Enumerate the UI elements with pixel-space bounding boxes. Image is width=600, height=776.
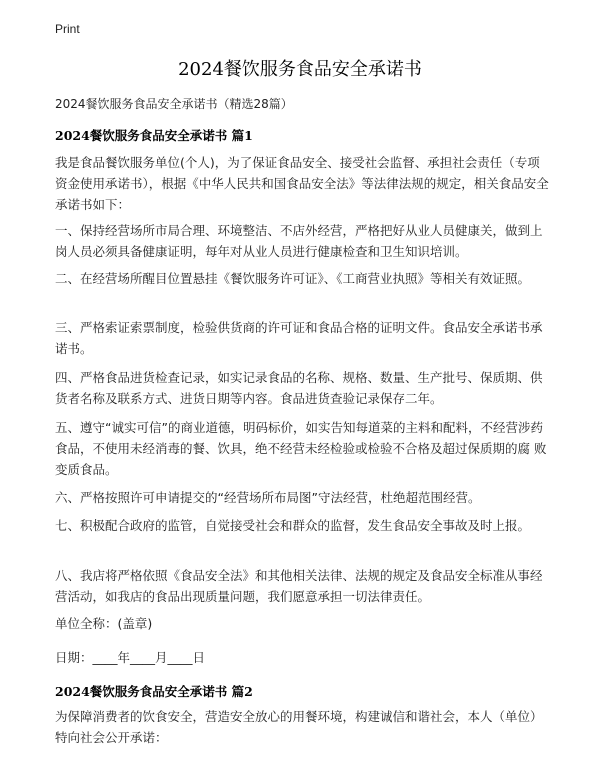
paragraph-section2-intro: 为保障消费者的饮食安全，营造安全放心的用餐环境，构建诚信和谐社会，本人（单位）特向社会公开承诺：: [55, 709, 543, 745]
section-heading-2: 2024餐饮服务食品安全承诺书 篇2: [55, 684, 253, 699]
section-heading-1: 2024餐饮服务食品安全承诺书 篇1: [55, 128, 253, 143]
print-link[interactable]: Print: [55, 22, 80, 36]
signature-line: 单位全称：(盖章): [55, 616, 153, 631]
paragraph-item-3: 三、严格索证索票制度，检验供货商的许可证和食品合格的证明文件。食品安全承诺书承诺书。: [55, 320, 543, 356]
paragraph-item-8: 八、我店将严格依照《食品安全法》和其他相关法律、法规的规定及食品安全标准从事经营活动，如我店的食品出现质量问题，我们愿意承担一切法律责任。: [55, 568, 543, 604]
document-subtitle: 2024餐饮服务食品安全承诺书（精选28篇）: [55, 97, 293, 111]
date-line: 日期：____年____月____日: [55, 650, 206, 665]
paragraph-item-6: 六、严格按照许可申请提交的“经营场所布局图”守法经营，杜绝超范围经营。: [55, 490, 481, 505]
paragraph-item-5: 五、遵守“诚实可信”的商业道德，明码标价，如实告知每道菜的主料和配料，不经营涉药食品，不使用未经消毒的餐、饮具，绝不经营未经检验或检验不合格及超过保质期的腐 败变质食品。: [55, 420, 547, 477]
paragraph-item-4: 四、严格食品进货检查记录，如实记录食品的名称、规格、数量、生产批号、保质期、供货者名称及联系方式、进货日期等内容。食品进货查验记录保存二年。: [55, 370, 543, 406]
paragraph-item-1: 一、保持经营场所市局合理、环境整洁、不店外经营，严格把好从业人员健康关，做到上岗人员必须具备健康证明，每年对从业人员进行健康检查和卫生知识培训。: [55, 223, 543, 259]
page-title: 2024餐饮服务食品安全承诺书: [178, 59, 422, 80]
paragraph-item-7: 七、积极配合政府的监管，自觉接受社会和群众的监督，发生食品安全事故及时上报。: [55, 518, 531, 533]
paragraph-intro: 我是食品餐饮服务单位(个人)，为了保证食品安全、接受社会监督、承担社会责任（专项资金使用承诺书），根据《中华人民共和国食品安全法》等法律法规的规定，相关食品安全承诺书如下：: [55, 155, 549, 212]
paragraph-item-2: 二、在经营场所醒目位置悬挂《餐饮服务许可证》、《工商营业执照》等相关有效证照。: [55, 271, 531, 286]
